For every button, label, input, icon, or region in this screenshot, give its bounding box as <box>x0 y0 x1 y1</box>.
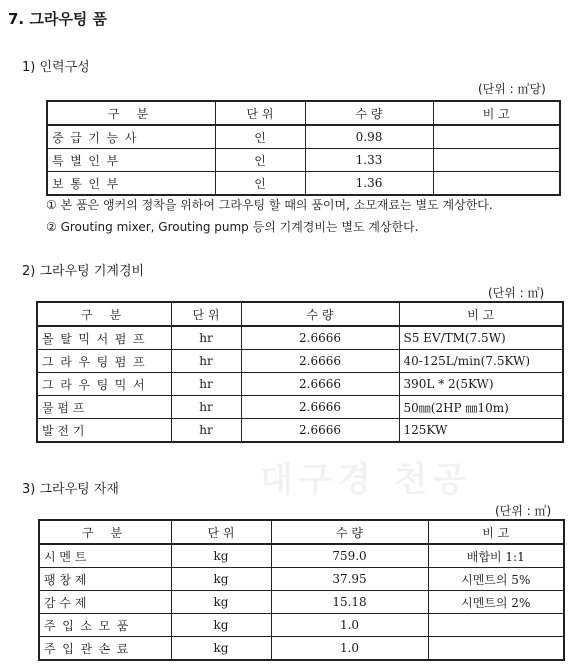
row-unit: hr <box>171 373 241 396</box>
row-remarks: 시멘트의 2% <box>428 591 564 614</box>
table-row <box>39 614 564 637</box>
row-unit: hr <box>171 396 241 419</box>
header-remarks: 비 고 <box>399 302 563 326</box>
header-unit: 단 위 <box>215 101 305 125</box>
row-name: 감 수 제 <box>39 591 171 614</box>
row-name: 몰탈믹서펌프 <box>37 326 171 350</box>
section-1-unit: (단위 : ㎥당) <box>478 82 546 96</box>
row-unit: kg <box>171 591 271 614</box>
row-name: 주입소모품 <box>39 614 171 637</box>
row-remarks: 배합비 1:1 <box>428 544 564 568</box>
header-unit: 단 위 <box>171 520 271 544</box>
row-quantity: 2.6666 <box>241 326 399 350</box>
row-quantity: 1.36 <box>305 172 433 196</box>
row-quantity: 759.0 <box>271 544 428 568</box>
row-unit: kg <box>171 544 271 568</box>
header-unit: 단 위 <box>171 302 241 326</box>
row-remarks: S5 EV/TM(7.5W) <box>399 326 563 350</box>
row-name: 주입관손료 <box>39 637 171 661</box>
row-quantity: 1.33 <box>305 149 433 172</box>
header-category: 구 분 <box>37 302 171 326</box>
table-row <box>39 637 564 661</box>
table-row <box>37 373 563 396</box>
row-name: 팽 창 제 <box>39 568 171 591</box>
machine-cost-table <box>36 301 564 443</box>
section-2-title: 2) 그라우팅 기계경비 <box>22 264 145 279</box>
table-row <box>47 149 560 172</box>
header-category: 구 분 <box>39 520 171 544</box>
row-quantity: 37.95 <box>271 568 428 591</box>
row-remarks <box>433 172 560 196</box>
header-quantity: 수 량 <box>271 520 428 544</box>
header-remarks: 비 고 <box>433 101 560 125</box>
section-3-unit: (단위 : ㎥) <box>495 504 552 518</box>
section-1-title: 1) 인력구성 <box>22 60 90 75</box>
header-quantity: 수 량 <box>305 101 433 125</box>
table-row <box>37 350 563 373</box>
row-remarks: 50㎜(2HP ㎜10m) <box>399 396 563 419</box>
row-remarks <box>433 149 560 172</box>
section-3-title: 3) 그라우팅 자재 <box>22 482 119 497</box>
row-remarks: 390L * 2(5KW) <box>399 373 563 396</box>
note-2: ② Grouting mixer, Grouting pump 등의 기계경비는 별도 계상한다. <box>46 220 419 234</box>
section-1-notes <box>46 194 493 238</box>
table-row <box>37 419 563 443</box>
row-remarks: 125KW <box>399 419 563 443</box>
row-quantity: 2.6666 <box>241 396 399 419</box>
section-2-unit: (단위 : ㎥) <box>488 286 545 300</box>
labor-table <box>46 100 561 196</box>
table-row <box>39 544 564 568</box>
row-quantity: 0.98 <box>305 125 433 149</box>
header-category: 구 분 <box>47 101 215 125</box>
row-quantity: 2.6666 <box>241 373 399 396</box>
row-unit: kg <box>171 614 271 637</box>
row-remarks: 시멘트의 5% <box>428 568 564 591</box>
table-row <box>37 396 563 419</box>
row-quantity: 15.18 <box>271 591 428 614</box>
table-row <box>39 591 564 614</box>
row-name: 특별인부 <box>47 149 215 172</box>
row-name: 그라우팅믹서 <box>37 373 171 396</box>
page-title: 7. 그라우팅 품 <box>8 10 108 28</box>
row-quantity: 2.6666 <box>241 350 399 373</box>
row-name: 시 멘 트 <box>39 544 171 568</box>
table-row <box>39 568 564 591</box>
row-unit: kg <box>171 637 271 661</box>
row-name: 그라우팅펌프 <box>37 350 171 373</box>
row-remarks <box>428 614 564 637</box>
table-row <box>37 326 563 350</box>
row-name: 중급기능사 <box>47 125 215 149</box>
row-remarks: 40-125L/min(7.5KW) <box>399 350 563 373</box>
row-unit: hr <box>171 350 241 373</box>
header-quantity: 수 량 <box>241 302 399 326</box>
row-unit: hr <box>171 419 241 443</box>
row-quantity: 1.0 <box>271 614 428 637</box>
row-unit: 인 <box>215 172 305 196</box>
header-remarks: 비 고 <box>428 520 564 544</box>
row-unit: 인 <box>215 149 305 172</box>
row-name: 보통인부 <box>47 172 215 196</box>
watermark-text: 대구경 천공 <box>260 460 473 500</box>
row-name: 발 전 기 <box>37 419 171 443</box>
row-quantity: 2.6666 <box>241 419 399 443</box>
row-unit: kg <box>171 568 271 591</box>
note-1: ① 본 품은 앵커의 정착을 위하여 그라우팅 할 때의 품이며, 소모재료는 별도 계상한다. <box>46 198 493 212</box>
table-row <box>47 172 560 196</box>
row-remarks <box>433 125 560 149</box>
row-name: 물 펌 프 <box>37 396 171 419</box>
row-unit: 인 <box>215 125 305 149</box>
row-remarks <box>428 637 564 661</box>
row-unit: hr <box>171 326 241 350</box>
table-row <box>47 125 560 149</box>
materials-table <box>38 519 565 661</box>
row-quantity: 1.0 <box>271 637 428 661</box>
